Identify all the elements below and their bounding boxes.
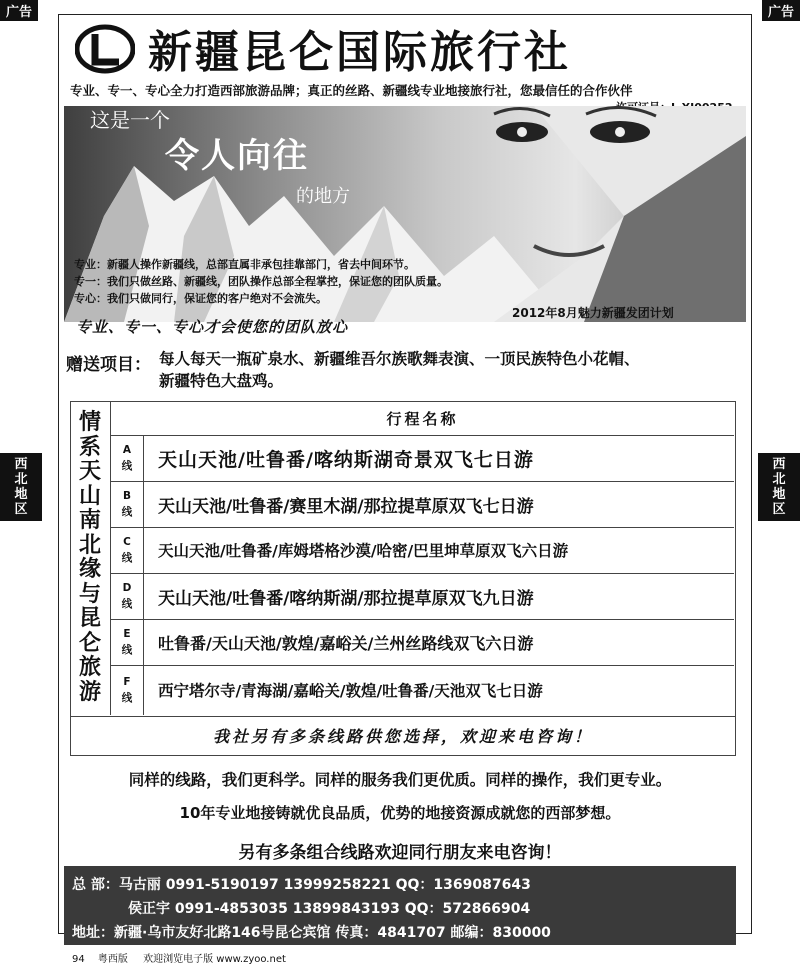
vertical-char: 系 [78,434,101,460]
route-name: 吐鲁番/天山天池/敦煌/嘉峪关/兰州丝路线双飞六日游 [158,633,534,653]
vertical-char: 仑 [78,630,101,656]
side-label-left: 西 北 地 区 [0,453,42,521]
route-letter: B 线 [111,481,144,527]
contact-line: 侯正宇 0991-4853035 13899843193 QQ：572866904 [128,901,531,917]
banner-text-2: 令人向往 [165,136,309,176]
edition: 粤西版 [97,954,128,965]
table-header: 行程名称 [111,401,734,436]
vertical-char: 情 [78,410,101,435]
banner-text-3: 的地方 [296,186,350,207]
vertical-char: 游 [78,679,101,705]
route-row [111,435,734,482]
route-name: 天山天池/吐鲁番/喀纳斯湖奇景双飞七日游 [158,448,534,471]
motto: 专业、专一、专心才会使您的团队放心 [76,318,349,336]
route-name: 天山天池/吐鲁番/库姆塔格沙漠/哈密/巴里坤草原双飞六日游 [158,542,569,560]
feature-line: 专业：新疆人操作新疆线，总部直属非承包挂靠部门，省去中间环节。 [74,258,415,271]
route-row [111,619,734,666]
company-logo-icon [75,24,135,74]
route-letter: E 线 [111,619,144,665]
banner-text-1: 这是一个 [90,108,170,132]
route-letter: C 线 [111,527,144,573]
gift-text: 每人每天一瓶矿泉水、新疆维吾尔族歌舞表演、一顶民族特色小花帽、 [159,350,640,368]
contact-line: 总 部：马古丽 0991-5190197 13999258221 QQ：1369087643 [72,877,531,893]
vertical-char: 北 [78,532,101,558]
route-letter: D 线 [111,573,144,619]
side-label-right: 西 北 地 区 [758,453,800,521]
page-number: 94 [72,954,85,965]
vertical-char: 与 [78,581,101,607]
footer-note: 欢迎浏览电子版 www.zyoo.net [143,954,286,965]
vertical-char: 山 [78,483,101,509]
tagline: 10年专业地接铸就优良品质，优势的地接资源成就您的西部梦想。 [179,804,621,822]
route-letter: F 线 [111,665,144,715]
route-row [111,527,734,574]
address-line: 地址：新疆·乌市友好北路146号昆仑宾馆 传真：4841707 邮编：830000 [72,925,551,941]
vertical-char: 南 [78,508,101,533]
vertical-char: 昆 [78,606,101,631]
vertical-char: 天 [78,459,101,484]
ad-tag-right: 广告 [762,0,800,21]
vertical-title [70,401,111,715]
slogan: 专业、专一、专心全力打造西部旅游品牌；真正的丝路、新疆线专业地接旅行社，您最信任的合作伙伴 [70,83,633,98]
feature-line: 专心：我们只做同行，保证您的客户绝对不会流失。 [74,292,327,305]
tour-plan-title: 2012年8月魅力新疆发团计划 [512,306,674,320]
route-letter: A 线 [111,435,144,481]
tagline: 另有多条组合线路欢迎同行朋友来电咨询！ [238,843,562,863]
route-name: 天山天池/吐鲁番/赛里木湖/那拉提草原双飞七日游 [158,496,534,517]
page-footer [72,950,286,965]
tagline: 同样的线路，我们更科学。同样的服务我们更优质。同样的操作，我们更专业。 [128,771,672,789]
route-row [111,481,734,528]
vertical-char: 缘 [78,557,101,582]
route-row [111,573,734,620]
company-title: 新疆昆仑国际旅行社 [148,27,571,78]
ad-tag-left: 广告 [0,0,38,21]
gift-text: 新疆特色大盘鸡。 [159,372,284,390]
vertical-char: 旅 [78,655,101,680]
more-routes-notice: 我社另有多条线路供您选择，欢迎来电咨询！ [70,715,736,756]
route-name: 天山天池/吐鲁番/喀纳斯湖/那拉提草原双飞九日游 [158,588,534,609]
route-row [111,665,734,715]
route-name: 西宁塔尔寺/青海湖/嘉峪关/敦煌/吐鲁番/天池双飞七日游 [158,682,543,700]
feature-line: 专一：我们只做丝路、新疆线，团队操作总部全程掌控，保证您的团队质量。 [74,275,448,288]
gift-label: 赠送项目： [66,355,151,375]
